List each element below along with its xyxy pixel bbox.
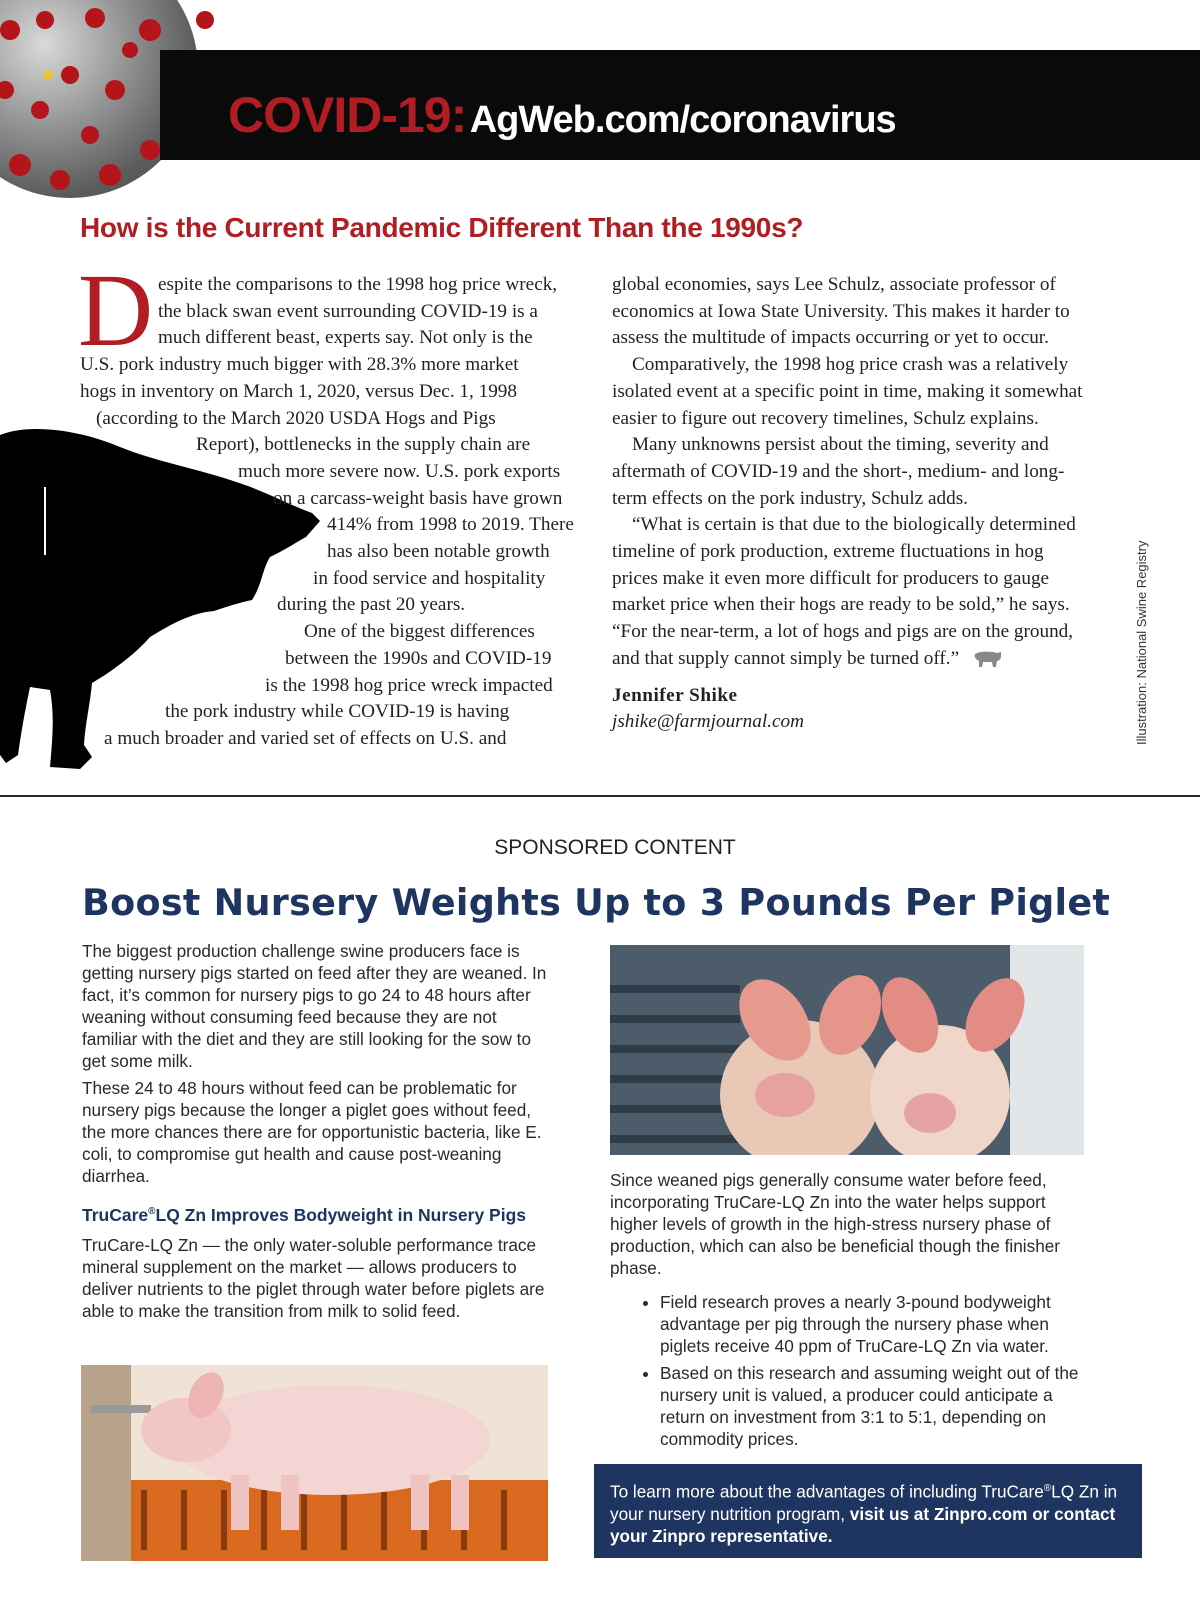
drop-cap: D <box>78 253 154 368</box>
ad-column-left <box>82 940 552 1327</box>
article-line: much more severe now. U.S. pork exports <box>238 460 561 482</box>
article-line: market price when their hogs are ready to be sold,” he says. <box>612 594 1070 616</box>
header-url: AgWeb.com/coronavirus <box>469 99 896 141</box>
ad-column-right <box>610 1169 1090 1455</box>
ad-paragraph: TruCare-LQ Zn — the only water-soluble performance trace mineral supplement on the market — allows producers to deliver nutrients to the piglet through water before piglets are able to make the transition from milk to solid feed. <box>82 1234 545 1321</box>
article-line: term effects on the pork industry, Schulz adds. <box>612 487 968 509</box>
article-line: One of the biggest differences <box>304 621 535 643</box>
article-column-left <box>80 272 600 753</box>
article-line: hogs in inventory on March 1, 2020, versus Dec. 1, 1998 <box>80 380 517 402</box>
cta-text: To learn more about the advantages of including TruCare <box>610 1481 1044 1502</box>
author-name: Jennifer Shike <box>612 684 738 706</box>
article-title: How is the Current Pandemic Different Than the 1990s? <box>80 212 804 243</box>
ad-subhead <box>82 1201 552 1226</box>
article-line: assess the multitude of impacts occurring or yet to occur. <box>612 327 1049 349</box>
article-line: in food service and hospitality <box>313 567 546 589</box>
sponsored-label: SPONSORED CONTENT <box>494 836 736 859</box>
article-line: Report), bottlenecks in the supply chain are <box>196 434 531 456</box>
registered-mark: ® <box>148 1206 156 1217</box>
ad-paragraph: The biggest production challenge swine producers face is getting nursery pigs started on feed after they are weaned. In fact, it’s common for nursery pigs to go 24 to 48 hours after weaning without consuming feed because they are not familiar with the diet and they are still looking for the sow to get some milk. <box>82 941 547 1071</box>
article-line: prices make it even more difficult for producers to gauge <box>612 567 1050 589</box>
subhead-text: LQ Zn Improves Bodyweight in Nursery Pigs <box>155 1204 526 1225</box>
benefit-item: • Based on this research and assuming weight out of the nursery unit is valued, a producer could anticipate a return on investment from 3:1 to 5:1, depending on commodity prices. <box>660 1362 1090 1450</box>
article-line: “For the near-term, a lot of hogs and pigs are on the ground, <box>612 621 1074 643</box>
pig-end-icon <box>973 650 1003 668</box>
article-line: global economies, says Lee Schulz, associate professor of <box>612 274 1056 295</box>
subhead-brand: TruCare <box>82 1204 149 1225</box>
article-line: isolated event at a specific point in time, making it somewhat <box>612 380 1083 402</box>
cta-link[interactable]: visit us at Zinpro.com or contact your Zinpro representative. <box>610 1503 1116 1546</box>
illustration-credit: Illustration: National Swine Registry <box>1134 540 1149 745</box>
article-line: much different beast, experts say. Not only is the <box>158 327 533 349</box>
article-line: timeline of pork production, extreme fluctuations in hog <box>612 541 1044 563</box>
article-line: the pork industry while COVID-19 is having <box>165 701 510 723</box>
header-label: COVID-19: <box>228 87 467 143</box>
article-line: Many unknowns persist about the timing, severity and <box>632 434 1049 456</box>
article-line: the black swan event surrounding COVID-19 is a <box>158 300 538 322</box>
article-line: during the past 20 years. <box>277 594 466 616</box>
article-line: espite the comparisons to the 1998 hog price wreck, <box>158 274 558 295</box>
article-column-right <box>612 272 1112 736</box>
header-banner <box>228 80 896 150</box>
article-line: a much broader and varied set of effects on U.S. and <box>104 727 507 749</box>
article-line: (according to the March 2020 USDA Hogs and Pigs <box>96 407 496 429</box>
ad-headline: Boost Nursery Weights Up to 3 Pounds Per Piglet <box>82 881 1111 924</box>
piglets-photo <box>610 945 1084 1155</box>
article-line: economics at Iowa State University. This makes it harder to <box>612 300 1070 322</box>
article-line: on a carcass-weight basis have grown <box>273 487 563 509</box>
article-line: Comparatively, the 1998 hog price crash was a relatively <box>632 354 1069 376</box>
article-line: and that supply cannot simply be turned off.” <box>612 647 960 669</box>
article-line: U.S. pork industry much bigger with 28.3% more market <box>80 354 519 376</box>
benefit-item: • Field research proves a nearly 3-pound bodyweight advantage per pig through the nursery phase when piglets receive 40 ppm of TruCare-LQ Zn via water. <box>660 1291 1090 1357</box>
benefit-list <box>610 1291 1090 1450</box>
article-line: easier to figure out recovery timelines, Schulz explains. <box>612 407 1039 429</box>
piglet-drinking-photo <box>81 1365 548 1561</box>
author-email[interactable]: jshike@farmjournal.com <box>612 711 804 733</box>
article-line: aftermath of COVID-19 and the short-, medium- and long- <box>612 460 1065 482</box>
ad-paragraph: These 24 to 48 hours without feed can be problematic for nursery pigs because the longer a piglet goes without feed, the more chances there are for opportunistic bacteria, like E. coli, to compromise gut health and cause post-weaning diarrhea. <box>82 1078 542 1186</box>
registered-mark: ® <box>1043 1483 1052 1494</box>
article-line: is the 1998 hog price wreck impacted <box>265 674 553 696</box>
article-line: has also been notable growth <box>327 541 550 563</box>
ad-paragraph: Since weaned pigs generally consume water before feed, incorporating TruCare-LQ Zn into the water helps support higher levels of growth in the high-stress nursery phase of production, which can also be beneficial though the finisher phase. <box>610 1170 1061 1278</box>
article-line: between the 1990s and COVID-19 <box>285 647 552 669</box>
article-last-line <box>612 646 1112 673</box>
cta-text: LQ Zn in your nursery nutrition program, <box>610 1481 1118 1524</box>
article-line: “What is certain is that due to the biologically determined <box>632 514 1076 536</box>
section-divider <box>0 795 1200 797</box>
cta-box <box>594 1464 1142 1558</box>
article-line: 414% from 1998 to 2019. There <box>327 514 574 536</box>
